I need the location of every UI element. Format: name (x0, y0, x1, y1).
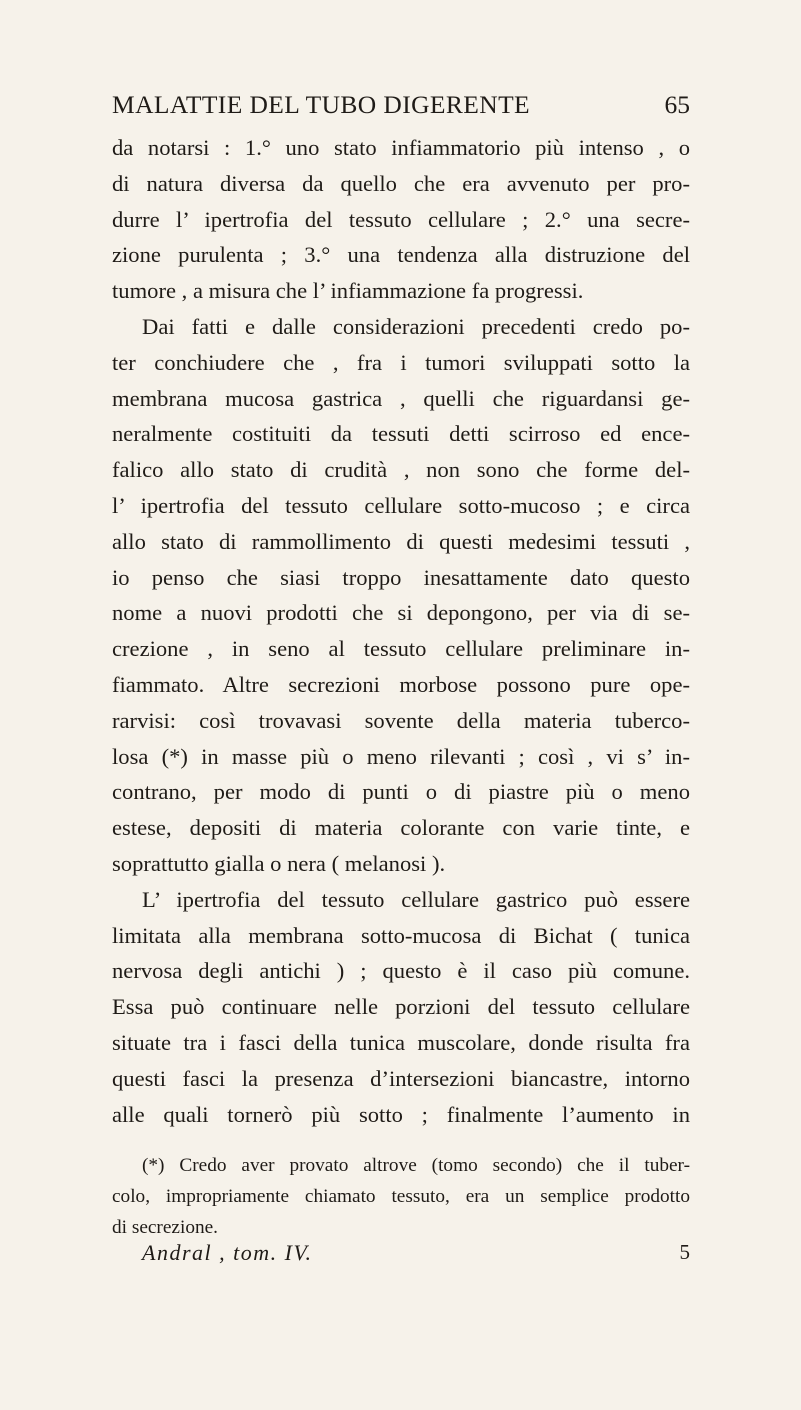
text-line: alle quali tornerò più sotto ; finalmente l’aumento in (112, 1101, 690, 1127)
text-line: nome a nuovi prodotti che si depongono, per via di se- (112, 600, 690, 626)
text-line: Essa può continuare nelle porzioni del tessuto cellulare (112, 994, 690, 1020)
footnote-line: di secrezione. (112, 1217, 218, 1238)
footnote-line: (*) Credo aver provato altrove (tomo secondo) che il tuber- (142, 1155, 690, 1176)
running-title: MALATTIE DEL TUBO DIGERENTE (112, 90, 531, 119)
text-line: limitata alla membrana sotto-mucosa di Bichat ( tunica (112, 922, 690, 948)
text-line: contrano, per modo di punti o di piastre più o meno (112, 779, 690, 805)
body-text (112, 130, 690, 1132)
text-line: allo stato di rammollimento di questi medesimi tessuti , (112, 528, 690, 554)
text-line: di natura diversa da quello che era avvenuto per pro- (112, 170, 690, 196)
text-line: ter conchiudere che , fra i tumori sviluppati sotto la (112, 349, 690, 375)
signature-number: 5 (679, 1240, 690, 1264)
text-line: io penso che siasi troppo inesattamente dato questo (112, 564, 690, 590)
text-line: tumore , a misura che l’ infiammazione fa progressi. (112, 278, 584, 304)
footnote-line: colo, impropriamente chiamato tessuto, era un semplice prodotto (112, 1186, 690, 1207)
text-line: durre l’ ipertrofia del tessuto cellulare ; 2.° una secre- (112, 206, 690, 232)
text-line: zione purulenta ; 3.° una tendenza alla distruzione del (112, 242, 690, 268)
signature-mark: Andral , tom. IV. (142, 1240, 313, 1265)
page-header (112, 90, 690, 126)
text-line: soprattutto gialla o nera ( melanosi ). (112, 850, 446, 876)
text-line: fiammato. Altre secrezioni morbose possono pure ope- (112, 671, 690, 697)
footnote (112, 1150, 690, 1243)
text-line: L’ ipertrofia del tessuto cellulare gastrico può essere (142, 886, 690, 912)
signature-line (142, 1240, 690, 1274)
page-number: 65 (664, 90, 690, 119)
text-line: losa (*) in masse più o meno rilevanti ; così , vi s’ in- (112, 743, 690, 769)
text-line: falico allo stato di crudità , non sono che forme del- (112, 457, 690, 483)
text-line: l’ ipertrofia del tessuto cellulare sotto-mucoso ; e circa (112, 492, 690, 518)
text-line: crezione , in seno al tessuto cellulare preliminare in- (112, 636, 690, 662)
text-line: da notarsi : 1.° uno stato infiammatorio più intenso , o (112, 135, 690, 160)
text-line: membrana mucosa gastrica , quelli che riguardansi ge- (112, 385, 690, 411)
text-line: neralmente costituiti da tessuti detti scirroso ed ence- (112, 421, 690, 447)
text-line: situate tra i fasci della tunica muscolare, donde risulta fra (112, 1029, 690, 1055)
text-line: rarvisi: così trovavasi sovente della materia tuberco- (112, 707, 690, 733)
text-line: Dai fatti e dalle considerazioni precedenti credo po- (142, 313, 690, 339)
text-line: estese, depositi di materia colorante con varie tinte, e (112, 815, 690, 841)
text-line: questi fasci la presenza d’intersezioni biancastre, intorno (112, 1065, 690, 1091)
text-line: nervosa degli antichi ) ; questo è il caso più comune. (112, 958, 690, 984)
